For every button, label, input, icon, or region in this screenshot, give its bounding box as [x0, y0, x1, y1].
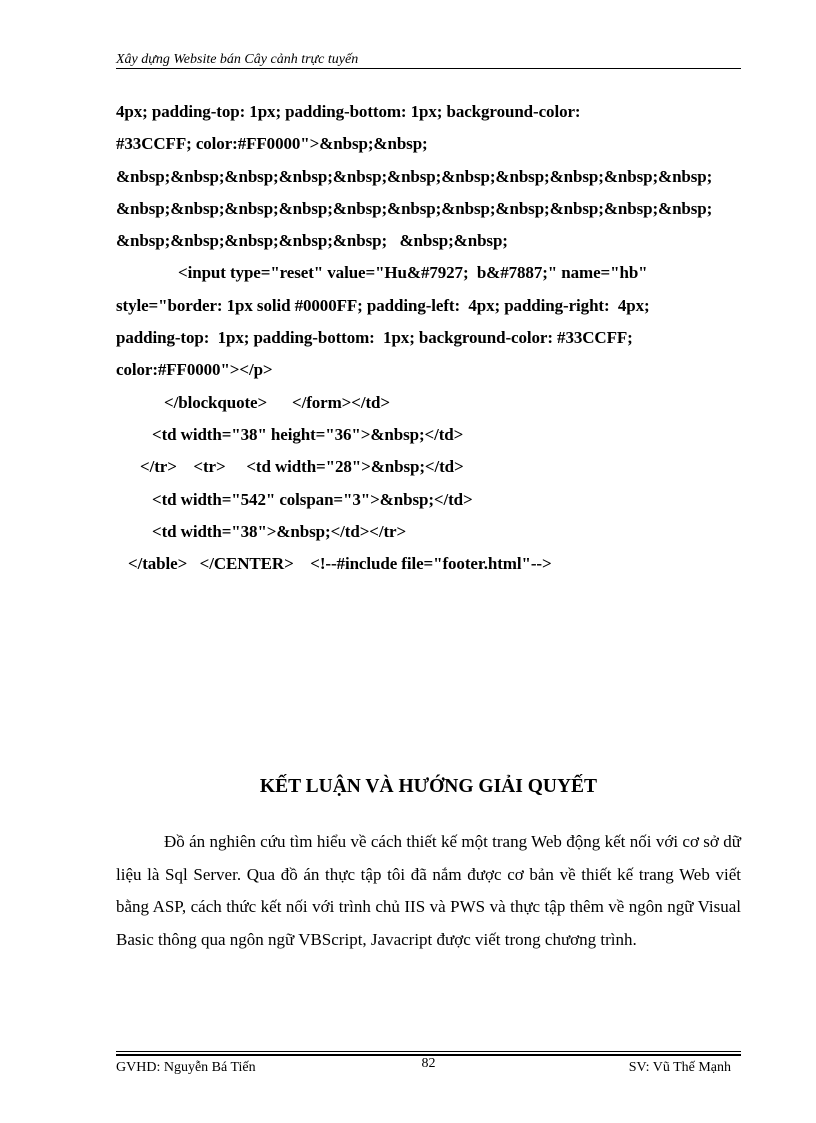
code-listing [116, 96, 746, 580]
code-line: <td width="38">&nbsp;</td></tr> [152, 521, 407, 541]
code-line: padding-top: 1px; padding-bottom: 1px; background-color: #33CCFF; [116, 328, 633, 348]
code-line: </tr> <tr> <td width="28">&nbsp;</td> [140, 457, 464, 477]
code-line: <td width="542" colspan="3">&nbsp;</td> [152, 489, 473, 509]
code-line: &nbsp;&nbsp;&nbsp;&nbsp;&nbsp; &nbsp;&nbsp; [116, 231, 508, 251]
page-footer [116, 1056, 741, 1076]
code-line: style="border: 1px solid #0000FF; padding-left: 4px; padding-right: 4px; [116, 295, 650, 315]
page-header [116, 50, 740, 70]
code-line: </blockquote> </form></td> [164, 392, 390, 412]
footer-student: SV: Vũ Thế Mạnh [628, 1060, 731, 1075]
code-line: <input type="reset" value="Hu&#7927; b&#7887;" name="hb" [178, 263, 648, 283]
code-line: #33CCFF; color:#FF0000">&nbsp;&nbsp; [116, 134, 428, 154]
code-line: &nbsp;&nbsp;&nbsp;&nbsp;&nbsp;&nbsp;&nbsp;&nbsp;&nbsp;&nbsp;&nbsp; [116, 166, 713, 186]
code-line: <td width="38" height="36">&nbsp;</td> [152, 424, 464, 444]
code-line: </table> </CENTER> <!--#include file="footer.html"--> [128, 554, 552, 574]
header-title: Xây dựng Website bán Cây cảnh trực tuyến [116, 52, 359, 67]
code-line: &nbsp;&nbsp;&nbsp;&nbsp;&nbsp;&nbsp;&nbsp;&nbsp;&nbsp;&nbsp;&nbsp; [116, 198, 713, 218]
code-line: 4px; padding-top: 1px; padding-bottom: 1px; background-color: [116, 102, 581, 121]
page-number: 82 [421, 1056, 436, 1071]
section-heading: KẾT LUẬN VÀ HƯỚNG GIẢI QUYẾT [259, 776, 598, 797]
conclusion-paragraph: Đồ án nghiên cứu tìm hiểu về cách thiết kế một trang Web động kết nối với cơ sở dữ liệu là Sql Server. Qua đồ án thực tập tôi đã nắm được cơ bản về thiết kế trang Web viết bằng ASP, cách thức kết nối với trình chủ IIS và PWS và thực tập thêm về ngôn ngữ Visual Basic thông qua ngôn ngữ VBScript, Javacript được viết trong chương trình. [116, 832, 741, 949]
code-line: color:#FF0000"></p> [116, 360, 273, 380]
footer-supervisor: GVHD: Nguyễn Bá Tiến [116, 1060, 256, 1075]
header-divider [116, 68, 741, 69]
footer-divider-thin [116, 1051, 741, 1052]
